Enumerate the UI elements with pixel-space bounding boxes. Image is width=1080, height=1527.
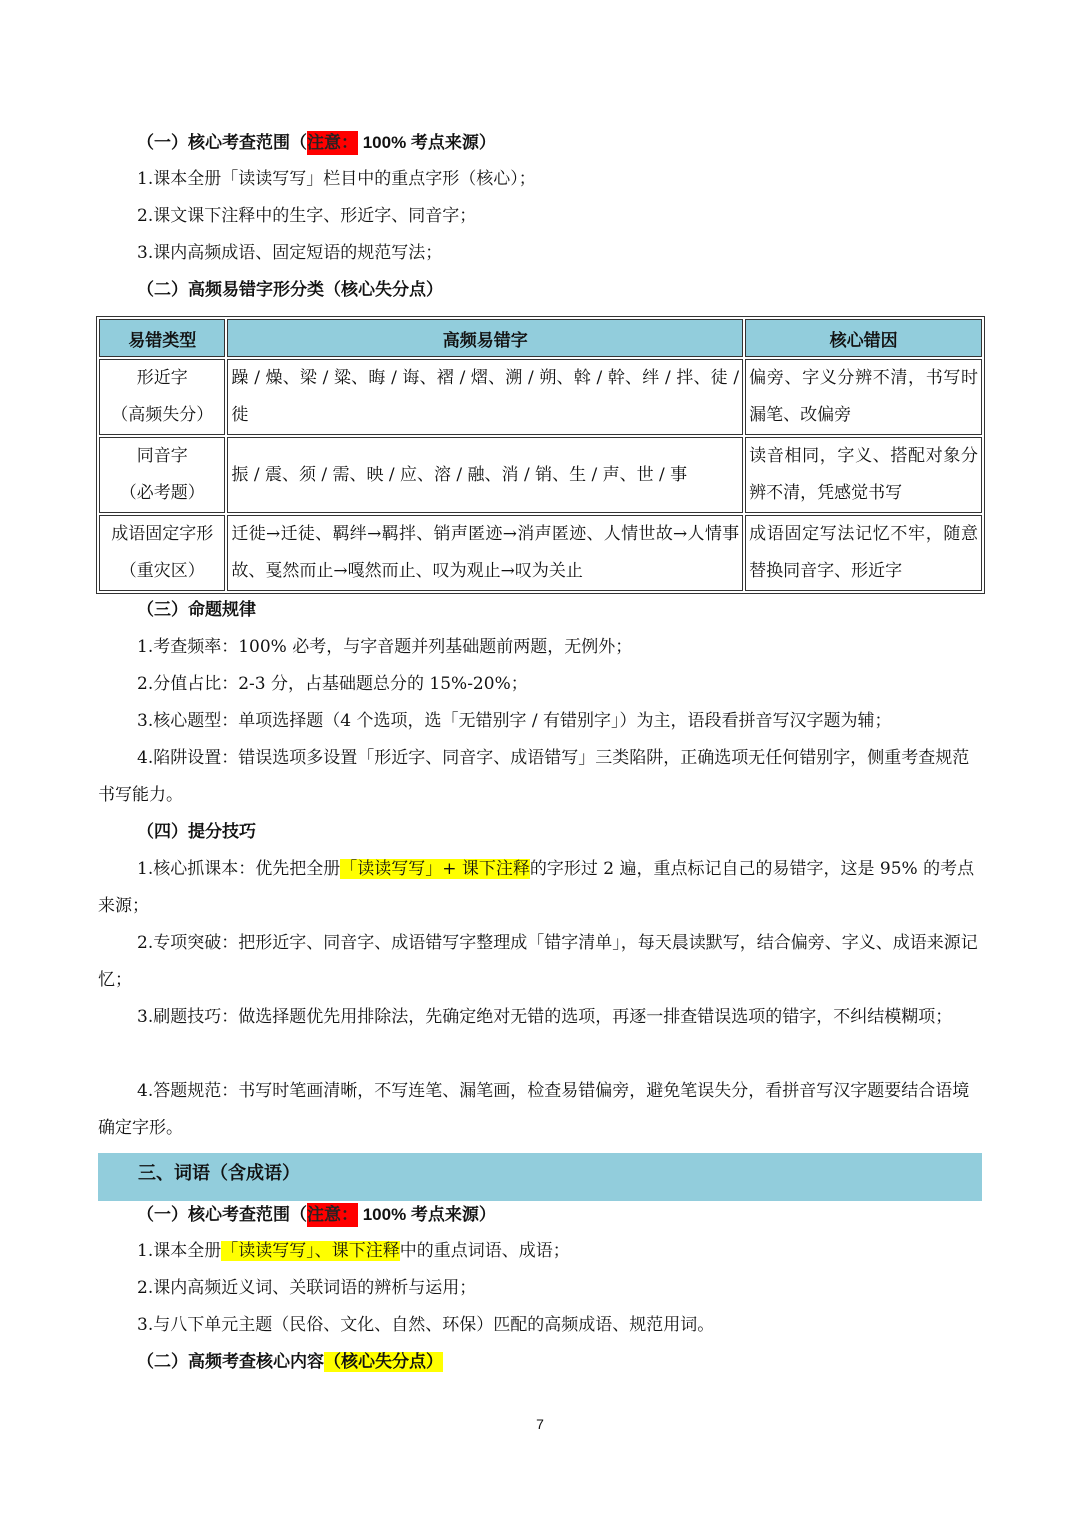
item-text: 的字形过 2 遍，重点标记自己的易错字，这是 95% 的考点来源； xyxy=(98,859,975,916)
note-label: 注意： xyxy=(307,133,358,153)
list-item: 1.课本全册「读读写写」栏目中的重点字形（核心）； xyxy=(137,169,536,189)
table-row xyxy=(99,359,982,435)
heading-text: （一）核心考查范围（ xyxy=(137,1205,307,1225)
item-text: 1.核心抓课本：优先把全册 xyxy=(137,859,341,879)
part3-sub2-heading xyxy=(137,1344,443,1381)
section-title: 三、词语（含成语） xyxy=(138,1163,300,1183)
type-cell xyxy=(99,515,225,591)
table-row xyxy=(99,437,982,513)
note-label: 注意： xyxy=(307,1205,358,1225)
chars-cell: 迁徙→迁徒、羁绊→羁拌、销声匿迹→消声匿迹、人情世故→人情事故、戛然而止→嘎然而止、叹为观止→叹为关止 xyxy=(227,515,743,591)
column-header: 高频易错字 xyxy=(227,319,743,357)
list-item xyxy=(98,851,982,925)
list-item xyxy=(137,1233,982,1270)
list-item: 2.课文课下注释中的生字、形近字、同音字； xyxy=(137,206,477,226)
table-header-row xyxy=(99,319,982,357)
type-label: 同音字 xyxy=(136,446,188,466)
section-bar xyxy=(98,1153,982,1201)
type-cell xyxy=(99,437,225,513)
item-text: 1.课本全册 xyxy=(137,1241,222,1261)
highlighted-text: 「读读写写」+ 课下注释 xyxy=(340,859,530,879)
heading-text: （二）高频考查核心内容 xyxy=(137,1352,324,1372)
chars-cell: 躁 / 燥、梁 / 粱、晦 / 诲、褶 / 熠、溯 / 朔、斡 / 幹、绊 / 拌、徒 / 徙 xyxy=(227,359,743,435)
type-label: 形近字 xyxy=(136,368,188,388)
list-item: 3.核心题型：单项选择题（4 个选项，选「无错别字 / 有错别字」）为主，语段看拼音写汉字题为辅； xyxy=(137,711,892,731)
column-header: 易错类型 xyxy=(99,319,225,357)
part3-sub1-heading xyxy=(137,1196,496,1234)
list-item: 3.课内高频成语、固定短语的规范写法； xyxy=(137,243,443,263)
table-row xyxy=(99,515,982,591)
list-item: 2.课内高频近义词、关联词语的辨析与运用； xyxy=(137,1278,477,1298)
highlighted-text: 「读读写写」、课下注释 xyxy=(221,1241,400,1261)
list-item: 1.考查频率：100% 必考，与字音题并列基础题前两题，无例外； xyxy=(137,637,633,657)
page-number: 7 xyxy=(536,1416,544,1432)
type-cell xyxy=(99,359,225,435)
heading-suffix: 100% 考点来源） xyxy=(358,133,496,152)
list-item: 4.答题规范：书写时笔画清晰，不写连笔、漏笔画，检查易错偏旁，避免笔误失分，看拼音写汉字题要结合语境确定字形。 xyxy=(98,1081,970,1138)
type-note: （重灾区） xyxy=(119,561,205,581)
type-note: （必考题） xyxy=(119,483,205,503)
section3-heading: （三）命题规律 xyxy=(137,600,256,620)
chars-cell: 振 / 震、须 / 需、映 / 应、溶 / 融、消 / 销、生 / 声、世 / 事 xyxy=(227,437,743,513)
section4-heading: （四）提分技巧 xyxy=(137,822,256,842)
error-chars-table xyxy=(96,316,985,594)
highlighted-text: （核心失分点） xyxy=(324,1352,443,1372)
column-header: 核心错因 xyxy=(745,319,982,357)
item-text: 中的重点词语、成语； xyxy=(399,1241,570,1261)
list-item: 3.刷题技巧：做选择题优先用排除法，先确定绝对无错的选项，再逐一排查错误选项的错字，不纠结模糊项； xyxy=(137,1007,953,1027)
type-label: 成语固定字形 xyxy=(111,524,214,544)
cause-cell: 读音相同，字义、搭配对象分辨不清，凭感觉书写 xyxy=(745,437,982,513)
list-item: 2.专项突破：把形近字、同音字、成语错写字整理成「错字清单」，每天晨读默写，结合偏旁、字义、成语来源记忆； xyxy=(98,933,978,990)
cause-cell: 偏旁、字义分辨不清，书写时漏笔、改偏旁 xyxy=(745,359,982,435)
list-item: 2.分值占比：2-3 分，占基础题总分的 15%-20%； xyxy=(137,674,528,694)
heading-suffix: 100% 考点来源） xyxy=(358,1205,496,1224)
type-note: （高频失分） xyxy=(111,405,214,425)
heading-text: （一）核心考查范围（ xyxy=(137,133,307,153)
list-item: 4.陷阱设置：错误选项多设置「形近字、同音字、成语错写」三类陷阱，正确选项无任何错别字，侧重考查规范书写能力。 xyxy=(98,748,970,805)
section2-heading: （二）高频易错字形分类（核心失分点） xyxy=(137,280,443,300)
list-item: 3.与八下单元主题（民俗、文化、自然、环保）匹配的高频成语、规范用词。 xyxy=(137,1315,715,1335)
section1-heading xyxy=(137,124,496,162)
cause-cell: 成语固定写法记忆不牢，随意替换同音字、形近字 xyxy=(745,515,982,591)
